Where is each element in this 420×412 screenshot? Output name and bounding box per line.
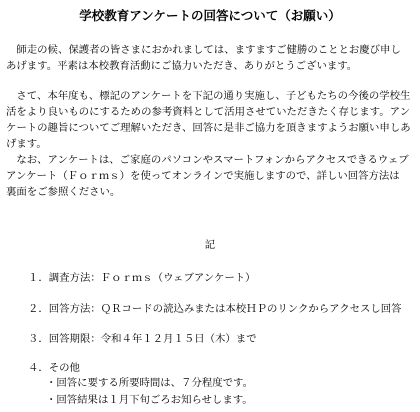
survey-method-item: １．調査方法：Ｆｏｒｍｓ（ウェブアンケート） [28, 272, 256, 284]
method-paragraph [6, 152, 409, 200]
results-notice-note: ・回答結果は１月下旬ごろお知らせします。 [46, 394, 253, 406]
answer-method-item: ２．回答方法：ＱＲコードの読込みまたは本校ＨＰのリンクからアクセスし回答 [28, 303, 402, 315]
paragraph-line: げます。 [6, 138, 47, 150]
paragraph-line: アンケート（Ｆｏｒｍｓ）を使ってオンラインで実施しますので、詳しい回答方法は [6, 170, 400, 182]
greeting-paragraph [6, 42, 406, 74]
purpose-paragraph [6, 88, 411, 152]
document-title: 学校教育アンケートの回答について（お願い） [79, 8, 341, 23]
paragraph-line: さて、本年度も、標記のアンケートを下記の通り実施し、子どもたちの今後の学校生 [6, 90, 411, 102]
time-required-note: ・回答に要する所要時間は、７分程度です。 [46, 377, 253, 389]
other-item: ４．その他 [28, 362, 80, 374]
paragraph-line: ケートの趣旨についてご理解いただき、回答に是非ご協力を頂きますようお願い申しあ [6, 122, 411, 134]
paragraph-line: あげます。平素は本校教育活動にご協力いただき、ありがとうございます。 [6, 60, 358, 72]
ki-heading: 記 [204, 239, 216, 251]
deadline-item: ３．回答期限：令和４年１２月１５日（木）まで [28, 333, 257, 345]
paragraph-line: 活をより良いものにするための参考資料として活用させていただきたく存じます。アン [6, 106, 410, 118]
paragraph-line: なお、アンケートは、ご家庭のパソコンやスマートフォンからアクセスできるウェブ [6, 154, 409, 166]
paragraph-line: 師走の候、保護者の皆さまにおかれましては、ますますご健勝のこととお慶び申し [6, 44, 401, 56]
paragraph-line: 裏面をご参照ください。 [6, 186, 121, 198]
